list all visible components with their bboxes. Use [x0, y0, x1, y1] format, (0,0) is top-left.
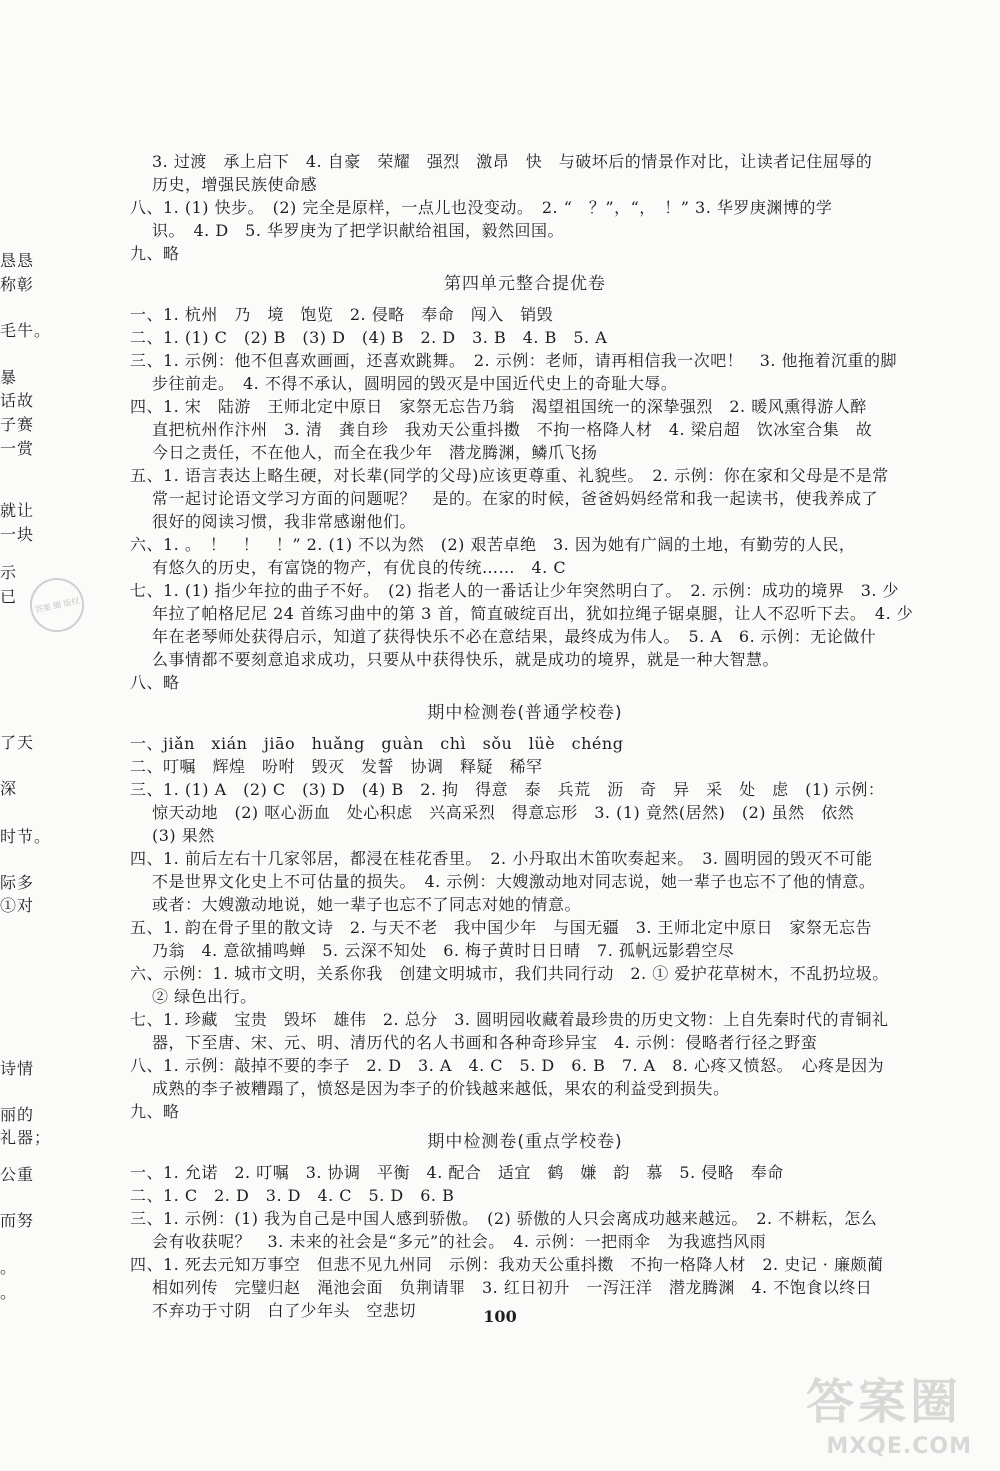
- answer-line: 不弃功于寸阴 白了少年头 空悲切: [152, 1301, 417, 1320]
- gutter-fragment: 暴: [0, 368, 18, 387]
- gutter-fragment: ①对: [0, 896, 35, 915]
- answer-content: [130, 150, 920, 1322]
- gutter-fragment: 就让: [0, 501, 35, 520]
- answer-line: 九、略: [130, 1102, 180, 1121]
- watermark-small: MXQE.COM: [826, 1434, 972, 1459]
- answer-line: 很好的阅读习惯，我非常感谢他们。: [152, 512, 417, 531]
- gutter-fragment: 时节。: [0, 827, 52, 846]
- gutter-fragment: 公重: [0, 1165, 35, 1184]
- answer-line: 六、示例：1. 城市文明，关系你我 创建文明城市，我们共同行动 2. ① 爱护花草树木，不乱扔垃圾。: [130, 964, 889, 983]
- answer-line: 八、1. 示例：敲掉不要的李子 2. D 3. A 4. C 5. D 6. B 7. A 8. 心疼又愤怒。 心疼是因为: [130, 1056, 885, 1075]
- answer-line: 相如列传 完璧归赵 渑池会面 负荆请罪 3. 红日初升 一泻汪洋 潜龙腾渊 4. 不饱食以终日: [152, 1278, 873, 1297]
- gutter-fragment: 际多: [0, 873, 35, 892]
- gutter-fragment: 示: [0, 563, 18, 582]
- gutter-fragment: 。: [0, 1283, 18, 1302]
- gutter-fragment: 诗情: [0, 1059, 35, 1078]
- gutter-fragment: 深: [0, 779, 18, 798]
- section-title: 期中检测卷(普通学校卷): [427, 703, 623, 723]
- gutter-fragment: 而努: [0, 1211, 35, 1230]
- answer-line: 四、1. 宋 陆游 王师北定中原日 家祭无忘告乃翁 渴望祖国统一的深挚强烈 2. 暖风熏得游人醉: [130, 397, 867, 416]
- gutter-fragment: 称彰: [0, 275, 35, 294]
- answer-line: 九、略: [130, 244, 180, 263]
- section-title: 第四单元整合提优卷: [444, 274, 606, 294]
- left-gutter-fragments: [0, 0, 52, 1471]
- answer-line: (3) 果然: [152, 826, 215, 845]
- answer-line: 器，下至唐、宋、元、明、清历代的名人书画和各种奇珍异宝 4. 示例：侵略者行径之野蛮: [152, 1033, 818, 1052]
- answer-line: 年在老琴师处获得启示，知道了获得快乐不必在意结果，最终成为伟人。 5. A 6. 示例：无论做什: [152, 627, 877, 646]
- answer-line: 或者：大嫂激动地说，她一辈子也忘不了同志对她的情意。: [152, 895, 582, 914]
- gutter-fragment: 恳恳: [0, 251, 35, 270]
- answer-line: 今日之责任，不在他人，而全在我少年 潜龙腾渊，鳞爪飞扬: [152, 443, 598, 462]
- answer-line: ② 绿色出行。: [152, 987, 257, 1006]
- answer-line: 五、1. 语言表达上略生硬，对长辈(同学的父母)应该更尊重、礼貌些。 2. 示例：你在家和父母是不是常: [130, 466, 889, 485]
- gutter-fragment: 。: [0, 1258, 18, 1277]
- answer-line: 一、1. 允诺 2. 叮嘱 3. 协调 平衡 4. 配合 适宜 鹤 嫌 韵 慕 5. 侵略 奉命: [130, 1163, 784, 1182]
- gutter-fragment: 毛牛。: [0, 321, 52, 340]
- answer-line: 七、1. (1) 指少年拉的曲子不好。 (2) 指老人的一番话让少年突然明白了。 2. 示例：成功的境界 3. 少: [130, 581, 900, 600]
- answer-line: 七、1. 珍藏 宝贵 毁坏 雄伟 2. 总分 3. 圆明园收藏着最珍贵的历史文物：上自先秦时代的青铜礼: [130, 1010, 889, 1029]
- gutter-fragment: 丽的: [0, 1105, 35, 1124]
- gutter-fragment: 话故: [0, 391, 35, 410]
- answer-line: 三、1. 示例：(1) 我为自己是中国人感到骄傲。 (2) 骄傲的人只会离成功越来越远。 2. 不耕耘，怎么: [130, 1209, 878, 1228]
- gutter-fragment: 已: [0, 587, 18, 606]
- answer-line: 不是世界文化史上不可估量的损失。 4. 示例：大嫂激动地对同志说，她一辈子也忘不了他的情意。: [152, 872, 876, 891]
- answer-line: 3. 过渡 承上启下 4. 自豪 荣耀 强烈 激昂 快 与破坏后的情景作对比，让读者记住屈辱的: [152, 152, 873, 171]
- section-title: 期中检测卷(重点学校卷): [427, 1132, 623, 1152]
- answer-line: 八、略: [130, 673, 180, 692]
- answer-line: 有悠久的历史，有富饶的物产，有优良的传统…… 4. C: [152, 558, 567, 577]
- answer-line: 八、1. (1) 快步。 (2) 完全是原样，一点儿也没变动。 2. “ ？”，“， ！” 3. 华罗庚渊博的学: [130, 198, 833, 217]
- gutter-fragment: 一赏: [0, 439, 35, 458]
- gutter-fragment: 了天: [0, 733, 35, 752]
- answer-line: 直把杭州作汴州 3. 清 龚自珍 我劝天公重抖擞 不拘一格降人材 4. 梁启超 饮冰室合集 故: [152, 420, 873, 439]
- answer-line: 二、1. (1) C (2) B (3) D (4) B 2. D 3. B 4. B 5. A: [130, 328, 608, 347]
- gutter-fragment: 一块: [0, 525, 35, 544]
- page-number: 100: [483, 1307, 517, 1326]
- answer-line: 么事情都不要刻意追求成功，只要从中获得快乐，就是成功的境界，就是一种大智慧。: [152, 650, 780, 669]
- answer-line: 成熟的李子被糟蹋了，愤怒是因为李子的价钱越来越低，果农的利益受到损失。: [152, 1079, 730, 1098]
- answer-line: 识。 4. D 5. 华罗庚为了把学识献给祖国，毅然回国。: [152, 221, 565, 240]
- answer-line: 一、jiǎn xián jiāo huǎng guàn chì sǒu lüè chéng: [130, 734, 624, 753]
- answer-line: 一、1. 杭州 乃 境 饱览 2. 侵略 奉命 闯入 销毁: [130, 305, 554, 324]
- answer-line: 二、1. C 2. D 3. D 4. C 5. D 6. B: [130, 1186, 455, 1205]
- watermark-logo: [742, 1363, 982, 1463]
- answer-line: 三、1. 示例：他不但喜欢画画，还喜欢跳舞。 2. 示例：老师，请再相信我一次吧！ 3. 他拖着沉重的脚: [130, 351, 898, 370]
- answer-line: 六、1. 。 ！ ！ ！” 2. (1) 不以为然 (2) 艰苦卓绝 3. 因为她有广阔的土地，有勤劳的人民，: [130, 535, 856, 554]
- answer-line: 步往前走。 4. 不得不承认，圆明园的毁灭是中国近代史上的奇耻大辱。: [152, 374, 678, 393]
- answer-line: 二、叮嘱 辉煌 吩咐 毁灭 发誓 协调 释疑 稀罕: [130, 757, 543, 776]
- answer-line: 四、1. 前后左右十几家邻居，都浸在桂花香里。 2. 小丹取出木笛吹奏起来。 3. 圆明园的毁灭不可能: [130, 849, 873, 868]
- gutter-fragment: 礼器；: [0, 1128, 52, 1147]
- answer-line: 会有收获呢？ 3. 未来的社会是“多元”的社会。 4. 示例：一把雨伞 为我遮挡风雨: [152, 1232, 767, 1251]
- answer-line: 五、1. 韵在骨子里的散文诗 2. 与天不老 我中国少年 与国无疆 3. 王师北定中原日 家祭无忘告: [130, 918, 873, 937]
- answer-line: 年拉了帕格尼尼 24 首练习曲中的第 3 首，简直破绽百出，犹如拉绳子锯桌腿，让人不忍听下去。 4. 少: [152, 604, 914, 623]
- watermark-big: 答案圈: [805, 1374, 962, 1430]
- answer-line: 惊天动地 (2) 呕心沥血 处心积虑 兴高采烈 得意忘形 3. (1) 竟然(居然) (2) 虽然 依然: [152, 803, 855, 822]
- answer-line: 四、1. 死去元知万事空 但悲不见九州同 示例：我劝天公重抖擞 不拘一格降人材 2. 史记 · 廉颇蔺: [130, 1255, 884, 1274]
- answer-line: 历史，增强民族使命感: [152, 175, 318, 194]
- answer-line: 三、1. (1) A (2) C (3) D (4) B 2. 拘 得意 泰 兵荒 沥 奇 异 采 处 虑 (1) 示例：: [130, 780, 885, 799]
- answer-line: 乃翁 4. 意欲捕鸣蝉 5. 云深不知处 6. 梅子黄时日日晴 7. 孤帆远影碧空尽: [152, 941, 735, 960]
- answer-line: 常一起讨论语文学习方面的问题呢？ 是的。在家的时候，爸爸妈妈经常和我一起读书，使我养成了: [152, 489, 879, 508]
- gutter-fragment: 子赛: [0, 415, 35, 434]
- stamp-text: 答案 圈 版权: [34, 595, 80, 615]
